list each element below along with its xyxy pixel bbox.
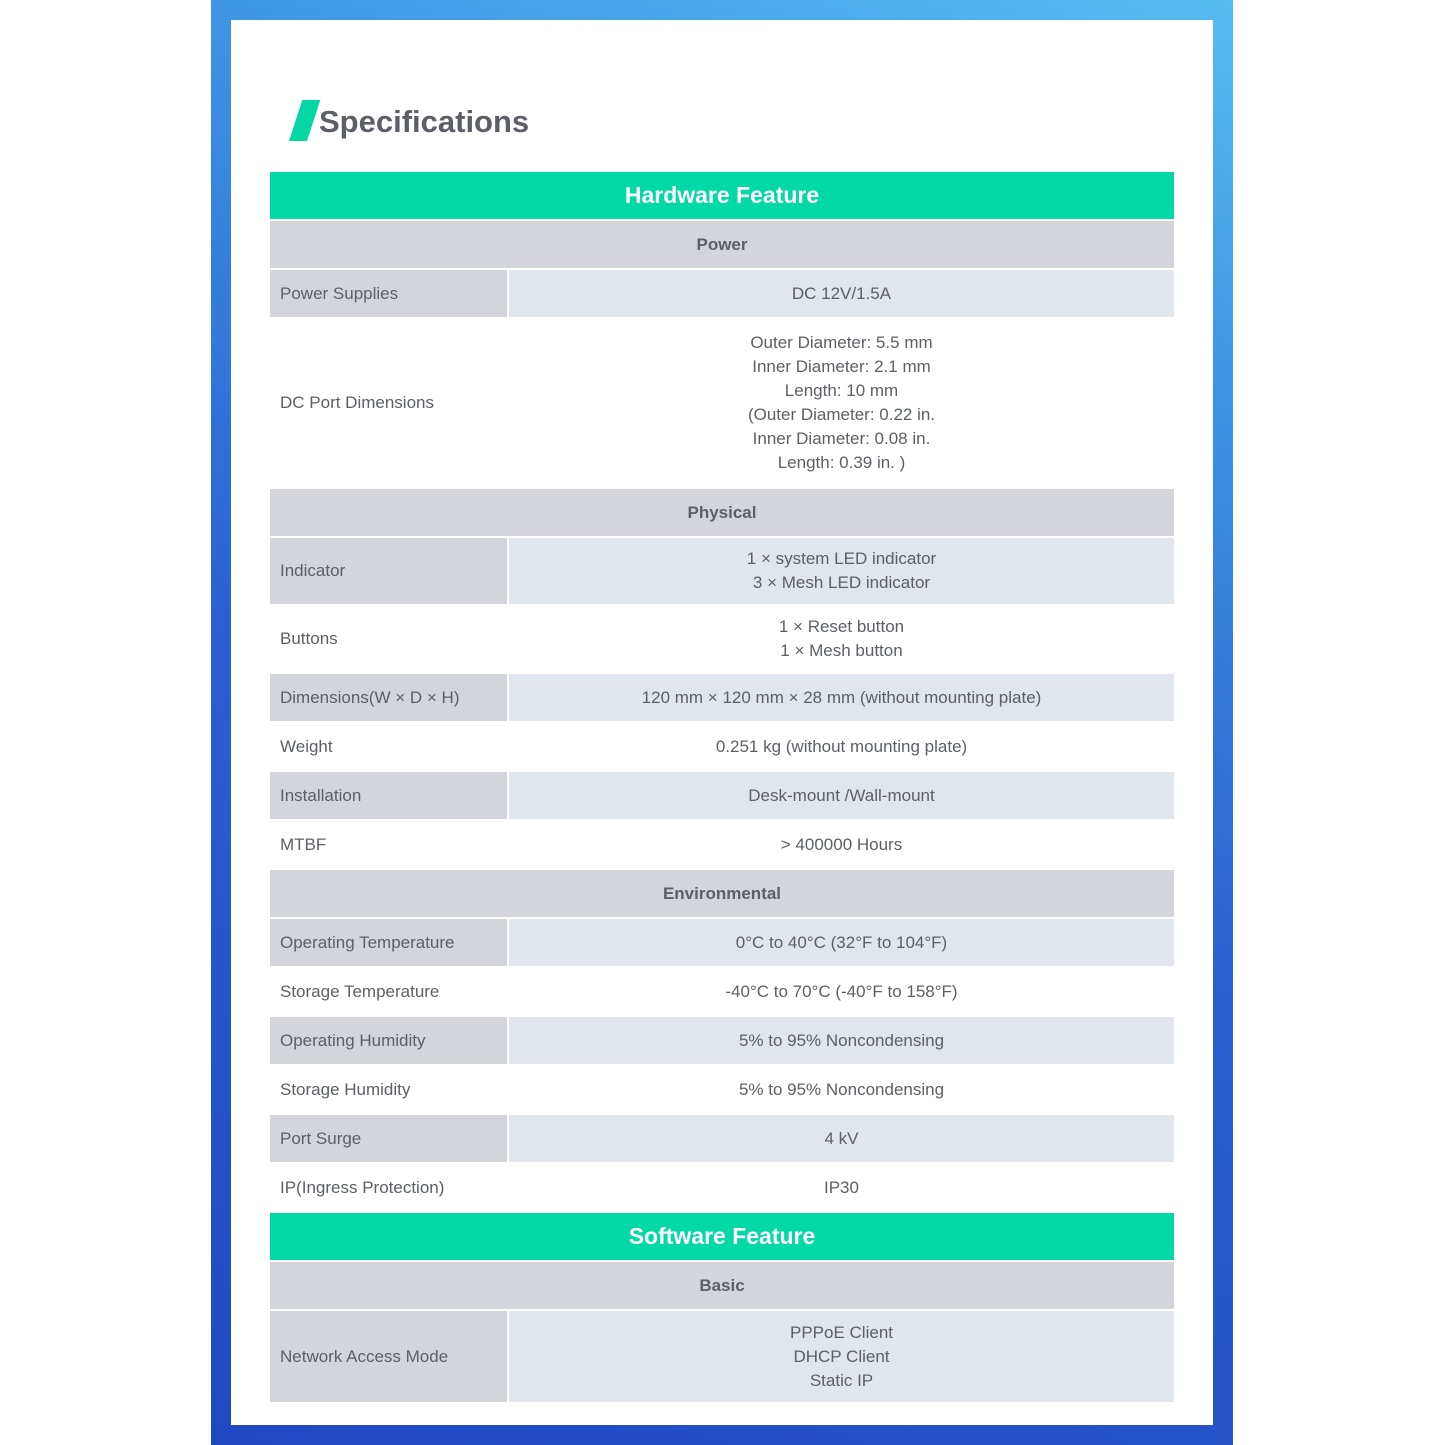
table-row [270,821,1174,868]
row-value: 5% to 95% Noncondensing [509,1017,1174,1064]
row-value: 4 kV [509,1115,1174,1162]
row-value: -40°C to 70°C (-40°F to 158°F) [509,968,1174,1015]
spec-sheet [231,20,1213,1425]
software-feature-header: Software Feature [270,1213,1174,1260]
table-row [270,968,1174,1015]
table-row [270,1164,1174,1211]
row-label: Operating Humidity [270,1017,507,1064]
table-row [270,319,1174,487]
page-frame [211,0,1233,1445]
table-row [270,1311,1174,1402]
row-label: Storage Temperature [270,968,507,1015]
row-label: Weight [270,723,507,770]
table-row [270,270,1174,317]
value-line: 3 × Mesh LED indicator [752,573,931,592]
value-line: Length: 10 mm [784,381,899,400]
table-row [270,723,1174,770]
row-value [509,538,1174,604]
row-label: Buttons [270,606,507,672]
row-value: 120 mm × 120 mm × 28 mm (without mounting plate) [509,674,1174,721]
value-line: Length: 0.39 in. ) [777,453,906,472]
value-line: Outer Diameter: 5.5 mm [750,333,933,352]
row-value: 5% to 95% Noncondensing [509,1066,1174,1113]
row-label: MTBF [270,821,507,868]
row-label: Dimensions(W × D × H) [270,674,507,721]
row-label: Power Supplies [270,270,507,317]
table-row [270,1115,1174,1162]
row-value: 0.251 kg (without mounting plate) [509,723,1174,770]
value-line: Static IP [809,1370,874,1390]
hardware-feature-header: Hardware Feature [270,172,1174,219]
table-row [270,919,1174,966]
row-label: Storage Humidity [270,1066,507,1113]
page-title: Specifications [319,104,530,139]
row-label: Operating Temperature [270,919,507,966]
spec-table [270,172,1174,1404]
row-label: Indicator [270,538,507,604]
row-value: Desk-mount /Wall-mount [509,772,1174,819]
table-row [270,674,1174,721]
row-value: IP30 [509,1164,1174,1211]
value-line: PPPoE Client [790,1322,893,1342]
value-line: DHCP Client [793,1346,890,1366]
value-line: (Outer Diameter: 0.22 in. [747,405,936,424]
value-line: 1 × Reset button [778,617,905,636]
value-line: 1 × system LED indicator [746,549,937,568]
table-row [270,606,1174,672]
table-row [270,1017,1174,1064]
value-line: 1 × Mesh button [780,641,903,660]
value-line: Inner Diameter: 2.1 mm [752,357,931,376]
table-row [270,772,1174,819]
table-row [270,538,1174,604]
row-label: Installation [270,772,507,819]
section-environmental: Environmental [270,870,1174,917]
row-label: Port Surge [270,1115,507,1162]
row-value: > 400000 Hours [509,821,1174,868]
row-value [509,1311,1174,1402]
row-value [509,606,1174,672]
row-value: DC 12V/1.5A [509,270,1174,317]
row-value [509,319,1174,487]
value-line: Inner Diameter: 0.08 in. [752,429,931,448]
section-basic: Basic [270,1262,1174,1309]
row-label: IP(Ingress Protection) [270,1164,507,1211]
section-power: Power [270,221,1174,268]
title-slash-decoration [289,100,320,141]
row-value: 0°C to 40°C (32°F to 104°F) [509,919,1174,966]
section-physical: Physical [270,489,1174,536]
table-row [270,1066,1174,1113]
row-label: DC Port Dimensions [270,319,507,487]
row-label: Network Access Mode [270,1311,507,1402]
